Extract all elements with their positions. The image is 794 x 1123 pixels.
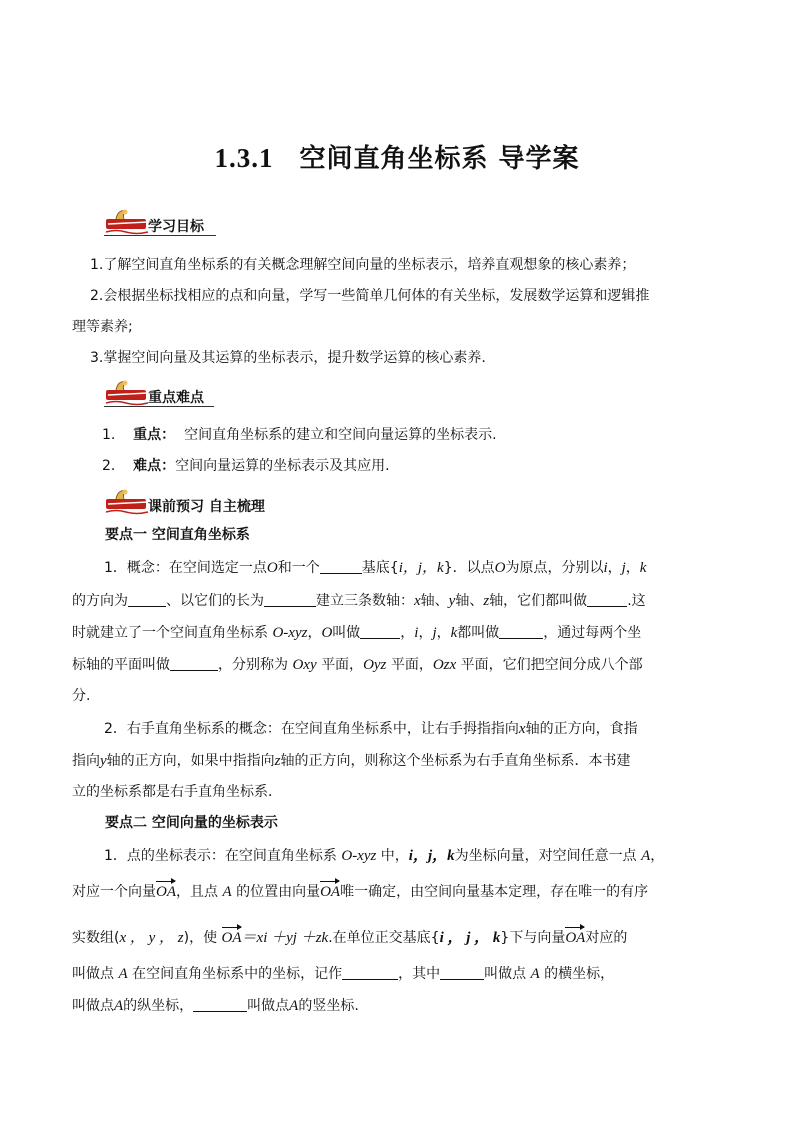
objective-item-2-cont: 理等素养; [72,319,133,335]
right-hand-line-1: 2．右手直角坐标系的概念：在空间直角坐标系中，让右手拇指指向x轴的正方向，食指 [104,721,638,737]
fill-blank[interactable] [587,592,627,607]
concept-line-1: 1．概念：在空间选定一点O和一个 基底{i，j，k}．以点O为原点，分别以i，j，k [104,560,647,576]
section-badge-icon [104,207,150,235]
vector-OA: OA [565,926,585,948]
section-label-preview: 课前预习 自主梳理 [148,499,265,515]
keypoint-number: 2. [102,458,116,474]
concept-line-3: 时就建立了一个空间直角坐标系 O-xyz，O叫做 ，i，j，k都叫做 ，通过每两个坐 [72,625,642,641]
fill-blank[interactable] [264,592,316,607]
keypoint-label: 重点： [133,427,176,443]
objective-item-1: 1.了解空间直角坐标系的有关概念理解空间向量的坐标表示，培养直观想象的核心素养； [90,257,636,273]
fill-blank[interactable] [360,624,400,639]
keypoint-item-1 [102,425,497,445]
vector-OA: OA [222,926,242,948]
fill-blank[interactable] [193,997,247,1012]
fill-blank[interactable] [499,624,543,639]
concept-line-2: 的方向为 、以它们的长为 建立三条数轴：x轴、y轴、z轴，它们都叫做 .这 [72,593,646,609]
concept-line-4: 标轴的平面叫做 ，分别称为 Oxy 平面，Oyz 平面，Ozx 平面，它们把空间分成八个部 [72,657,643,673]
section-badge-icon [104,378,150,406]
point-two-heading: 要点二 空间向量的坐标表示 [105,815,278,831]
keypoint-number: 1. [102,427,116,443]
vector-OA: OA [156,880,176,902]
coord-line-4: 叫做点 A 在空间直角坐标系中的坐标，记作 ，其中 叫做点 A 的横坐标， [72,966,615,982]
title-text: 空间直角坐标系 导学案 [299,144,580,174]
title-number: 1.3.1 [214,143,274,173]
fill-blank[interactable] [320,559,362,574]
fill-blank[interactable] [128,592,166,607]
coord-line-2: 对应一个向量OA，且点 A 的位置由向量OA唯一确定，由空间向量基本定理，存在唯一的有序 [72,880,648,902]
keypoint-item-2 [102,456,390,476]
vector-OA: OA [320,880,340,902]
section-label-objectives: 学习目标 [148,219,204,235]
concept-line-5: 分. [72,688,91,704]
keypoint-text: 空间向量运算的坐标表示及其应用. [175,458,390,474]
page-title [0,138,794,175]
section-badge-icon [104,487,150,515]
right-hand-line-3: 立的坐标系都是右手直角坐标系． [72,784,282,800]
coord-line-1: 1．点的坐标表示：在空间直角坐标系 O-xyz 中，i，j，k为坐标向量，对空间任意一点 A， [104,848,665,864]
fill-blank[interactable] [170,656,218,671]
keypoint-text: 空间直角坐标系的建立和空间向量运算的坐标表示. [184,427,497,443]
objective-item-3: 3.掌握空间向量及其运算的坐标表示，提升数学运算的核心素养. [90,350,486,366]
section-underline [104,235,216,236]
objective-item-2: 2.会根据坐标找相应的点和向量，学写一些简单几何体的有关坐标，发展数学运算和逻辑推 [90,288,650,304]
section-underline [104,406,214,407]
section-label-keypoints: 重点难点 [148,390,204,406]
coord-line-5: 叫做点A的纵坐标， 叫做点A的竖坐标. [72,998,359,1014]
point-one-heading: 要点一 空间直角坐标系 [105,527,250,543]
coord-line-3: 实数组(x ， y ， z)，使 OA＝xi ＋yj ＋zk.在单位正交基底{i ， j ， k}下与向量OA对应的 [72,926,627,948]
keypoint-label: 难点： [133,458,176,474]
fill-blank[interactable] [440,965,484,980]
fill-blank[interactable] [342,965,398,980]
right-hand-line-2: 指向y轴的正方向，如果中指指向z轴的正方向，则称这个坐标系为右手直角坐标系．本书建 [72,753,631,769]
